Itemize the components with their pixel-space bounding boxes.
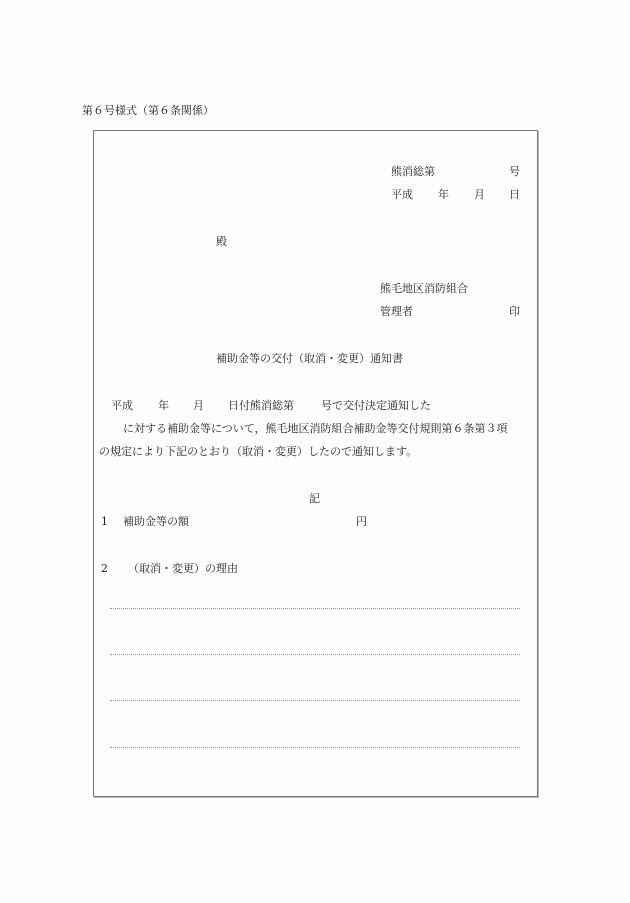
body-date-ref: 日付熊消総第 (228, 399, 294, 412)
document-title: 補助金等の交付（取消・変更）通知書 (216, 352, 403, 365)
date-year: 年 (438, 188, 449, 201)
body-era: 平成 (111, 399, 133, 412)
ref-prefix: 熊消総第 (391, 165, 435, 178)
reason-line-2 (110, 654, 520, 655)
addressee-honorific: 殿 (216, 235, 227, 248)
date-day: 日 (509, 188, 520, 201)
body-line3: の規定により下記のとおり（取消・変更）したので通知します。 (99, 445, 418, 458)
item-2-label: （取消・変更）の理由 (128, 562, 238, 575)
reason-line-3 (110, 700, 520, 701)
issuer-title: 管理者 (380, 305, 413, 318)
issuer-org: 熊毛地区消防組合 (380, 282, 468, 295)
item-1-unit: 円 (356, 515, 367, 528)
body-month: 月 (193, 399, 204, 412)
body-line1-end: 号で交付決定通知した (321, 399, 431, 412)
ref-suffix: 号 (509, 165, 520, 178)
ki-heading: 記 (309, 492, 320, 505)
item-2-number: 2 (101, 562, 108, 575)
notice-frame (93, 130, 538, 797)
body-line2: に対する補助金等について，熊毛地区消防組合補助金等交付規則第６条第３項 (123, 422, 508, 435)
reason-line-4 (110, 747, 520, 748)
body-year: 年 (158, 399, 169, 412)
date-month: 月 (474, 188, 485, 201)
form-label: 第６号様式（第６条関係） (82, 104, 214, 117)
item-1-label: 補助金等の額 (123, 515, 189, 528)
reason-line-1 (110, 608, 520, 609)
item-1-number: 1 (101, 515, 108, 528)
date-era: 平成 (391, 188, 413, 201)
issuer-seal: 印 (509, 305, 520, 318)
